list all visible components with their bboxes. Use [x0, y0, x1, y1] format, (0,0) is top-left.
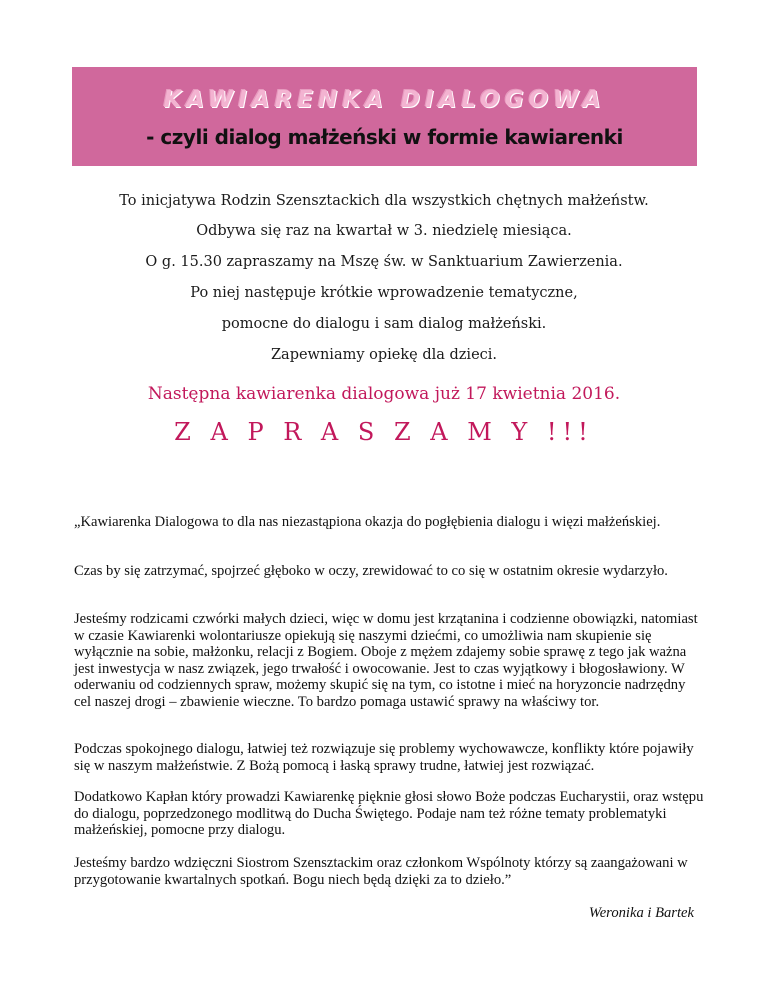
testimonial-paragraph-4: Podczas spokojnego dialogu, łatwiej też rozwiązuje się problemy wychowawcze, konflikty które pojawiły się w naszym małżeństwie. Z Bożą pomocą i łaską sprawy trudne, łatwiej jest rozwiązać. [74, 741, 694, 774]
intro-line-3: O g. 15.30 zapraszamy na Mszę św. w Sanktuarium Zawierzenia. [145, 254, 623, 270]
intro-line-4: Po niej następuje krótkie wprowadzenie tematyczne, [190, 285, 578, 301]
intro-line-2: Odbywa się raz na kwartał w 3. niedzielę miesiąca. [196, 223, 572, 239]
next-event-announcement: Następna kawiarenka dialogowa już 17 kwietnia 2016. [147, 384, 621, 404]
invitation-heading: Z A P R A S Z A M Y !!! [174, 418, 594, 446]
page-subtitle: - czyli dialog małżeński w formie kawiarenki [146, 125, 623, 149]
intro-line-6: Zapewniamy opiekę dla dzieci. [270, 347, 498, 363]
testimonial-paragraph-1: „Kawiarenka Dialogowa to dla nas niezastąpiona okazja do pogłębienia dialogu i więzi małżeńskiej. [74, 514, 661, 530]
testimonial-paragraph-5: Dodatkowo Kapłan który prowadzi Kawiarenkę pięknie głosi słowo Boże podczas Eucharystii, oraz wstępu do dialogu, poprzedzonego modlitwą do Ducha Świętego. Podaje nam też różne tematy problematyki małżeńskiej, pomocne przy dialogu. [74, 789, 704, 838]
page-title: KAWIARENKA DIALOGOWA [163, 87, 606, 113]
testimonial-paragraph-2: Czas by się zatrzymać, spojrzeć głęboko w oczy, zrewidować to co się w ostatnim okresie wydarzyło. [74, 563, 668, 579]
intro-line-1: To inicjatywa Rodzin Szensztackich dla wszystkich chętnych małżeństw. [119, 193, 649, 209]
intro-line-5: pomocne do dialogu i sam dialog małżeński. [221, 316, 547, 332]
signature: Weronika i Bartek [588, 905, 694, 921]
testimonial-paragraph-6: Jesteśmy bardzo wdzięczni Siostrom Szensztackim oraz członkom Wspólnoty którzy są zaangażowani w przygotowanie kwartalnych spotkań. Bogu niech będą dzięki za to dzieło.” [74, 855, 688, 888]
header-banner [72, 67, 697, 166]
testimonial-paragraph-3: Jesteśmy rodzicami czwórki małych dzieci, więc w domu jest krzątanina i codzienne obowiązki, natomiast w czasie Kawiarenki wolontariusze opiekują się naszymi dziećmi, co umożliwia nam skupienie się wyłącznie na sobie, małżonku, relacji z Bogiem. Oboje z mężem zdajemy sobie sprawę z tego jak ważna jest inwestycja w nasz związek, jego trwałość i owocowanie. Jest to czas wyjątkowy i błogosławiony. W oderwaniu od codziennych spraw, możemy skupić się na tym, co istotne i mieć na horyzoncie nadrzędny cel naszej drogi – zbawienie wieczne. To bardzo pomaga ustawić sprawy na właściwy tor. [74, 611, 698, 710]
